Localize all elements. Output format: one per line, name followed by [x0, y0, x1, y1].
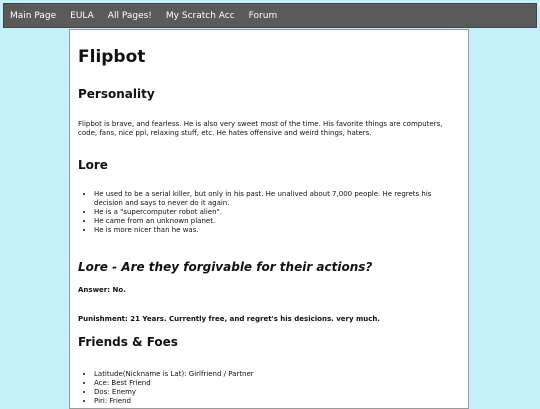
nav-link-forum[interactable]: Forum [248, 10, 278, 21]
nav-link-my-scratch-acc[interactable]: My Scratch Acc [165, 10, 235, 21]
personality-body [78, 120, 460, 138]
lore-heading: Lore [78, 158, 108, 172]
nav-link-eula[interactable]: EULA [70, 10, 94, 21]
personality-heading: Personality [78, 87, 155, 101]
nav-link-main-page[interactable]: Main Page [10, 10, 57, 21]
lore-list-item: • He came from an unknown planet. [94, 217, 460, 226]
forgivable-heading: Lore - Are they forgivable for their actions? [78, 260, 373, 274]
lore-section [78, 158, 460, 172]
answer-text: Answer: No. [78, 286, 126, 294]
friends-section [78, 335, 460, 349]
friends-list-item: • Ace: Best Friend [94, 379, 460, 388]
nav-link-all-pages[interactable]: All Pages! [107, 10, 152, 21]
punishment-row [78, 315, 460, 324]
punishment-text: Punishment: 21 Years. Currently free, and regret's his desicions. very much. [78, 315, 381, 323]
personality-text: Flipbot is brave, and fearless. He is also very sweet most of the time. His favorite things are computers, code, fans, nice ppl, relaxing stuff, etc. He hates offensive and weird things, haters. [78, 120, 443, 137]
friends-list [78, 370, 460, 406]
lore-list-item: • He is a "supercomputer robot alien". [94, 208, 460, 217]
answer-row [78, 286, 460, 295]
top-navigation-bar [3, 3, 537, 28]
personality-section [78, 87, 460, 101]
friends-heading: Friends & Foes [78, 335, 178, 349]
page-title: Flipbot [78, 47, 146, 67]
friends-list-item: • Piri: Friend [94, 397, 460, 406]
lore-list [78, 190, 460, 235]
friends-list-item: • Dos: Enemy [94, 388, 460, 397]
lore-list-item: • He is more nicer than he was. [94, 226, 460, 235]
lore-list-wrap [78, 190, 460, 235]
friends-list-item: • Latitude(Nickname is Lat): Girlfriend / Partner [94, 370, 460, 379]
friends-list-wrap [78, 370, 460, 406]
content-panel [69, 29, 469, 409]
lore-list-item: • He used to be a serial killer, but only in his past. He unalived about 7,000 people. He regrets his decision and says to never do it again. [94, 190, 460, 208]
forgivable-section [78, 260, 460, 274]
